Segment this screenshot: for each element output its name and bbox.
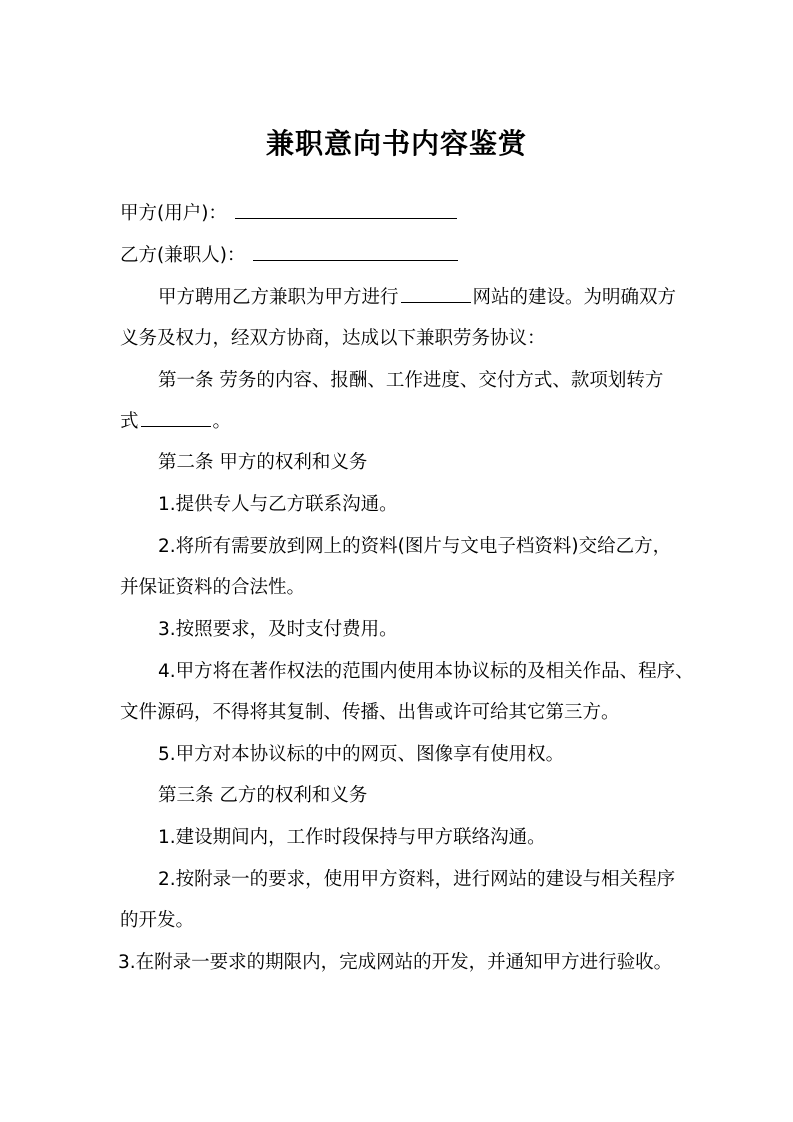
article-1-text-b: 。 [212,411,232,432]
article-3-item-2-line-1: 2.按附录一的要求，使用甲方资料，进行网站的建设与相关程序 [158,869,676,890]
article-1-line-2 [120,406,231,437]
article-2-item-2-line-2: 并保证资料的合法性。 [120,577,306,598]
article-2-heading: 第二条 甲方的权利和义务 [158,452,368,473]
article-2-item-3: 3.按照要求，及时支付费用。 [158,619,398,640]
party-b-line [120,240,458,271]
article-1-line-1: 第一条 劳务的内容、报酬、工作进度、交付方式、款项划转方 [158,370,664,391]
article-2-item-5: 5.甲方对本协议标的中的网页、图像享有使用权。 [158,744,565,765]
party-b-label: 乙方(兼职人)： [120,245,246,266]
party-b-blank [253,240,458,261]
document-title: 兼职意向书内容鉴赏 [265,127,527,160]
intro-text-a: 甲方聘用乙方兼职为甲方进行 [158,287,399,308]
intro-line-2: 义务及权力，经双方协商，达成以下兼职劳务协议： [120,328,546,349]
article-3-item-2-line-2: 的开发。 [120,910,195,931]
article-2-item-4-line-1: 4.甲方将在著作权法的范围内使用本协议标的及相关作品、程序、 [158,661,694,682]
article-3-heading: 第三条 乙方的权利和义务 [158,785,368,806]
article-2-item-1: 1.提供专人与乙方联系沟通。 [158,494,398,515]
article-2-item-4-line-2: 文件源码，不得将其复制、传播、出售或许可给其它第三方。 [120,702,620,723]
payment-method-blank [141,406,211,427]
party-a-label: 甲方(用户)： [120,203,227,224]
party-a-blank [235,198,457,219]
article-3-item-3: 3.在附录一要求的期限内，完成网站的开发，并通知甲方进行验收。 [118,952,673,973]
article-1-text-a: 式 [120,411,139,432]
party-a-line [120,198,457,229]
intro-line-1 [158,282,676,313]
intro-text-b: 网站的建设。为明确双方 [472,287,677,308]
website-name-blank [401,282,471,303]
article-2-item-2-line-1: 2.将所有需要放到网上的资料(图片与文电子档资料)交给乙方， [158,536,672,557]
article-3-item-1: 1.建设期间内，工作时段保持与甲方联络沟通。 [158,827,546,848]
